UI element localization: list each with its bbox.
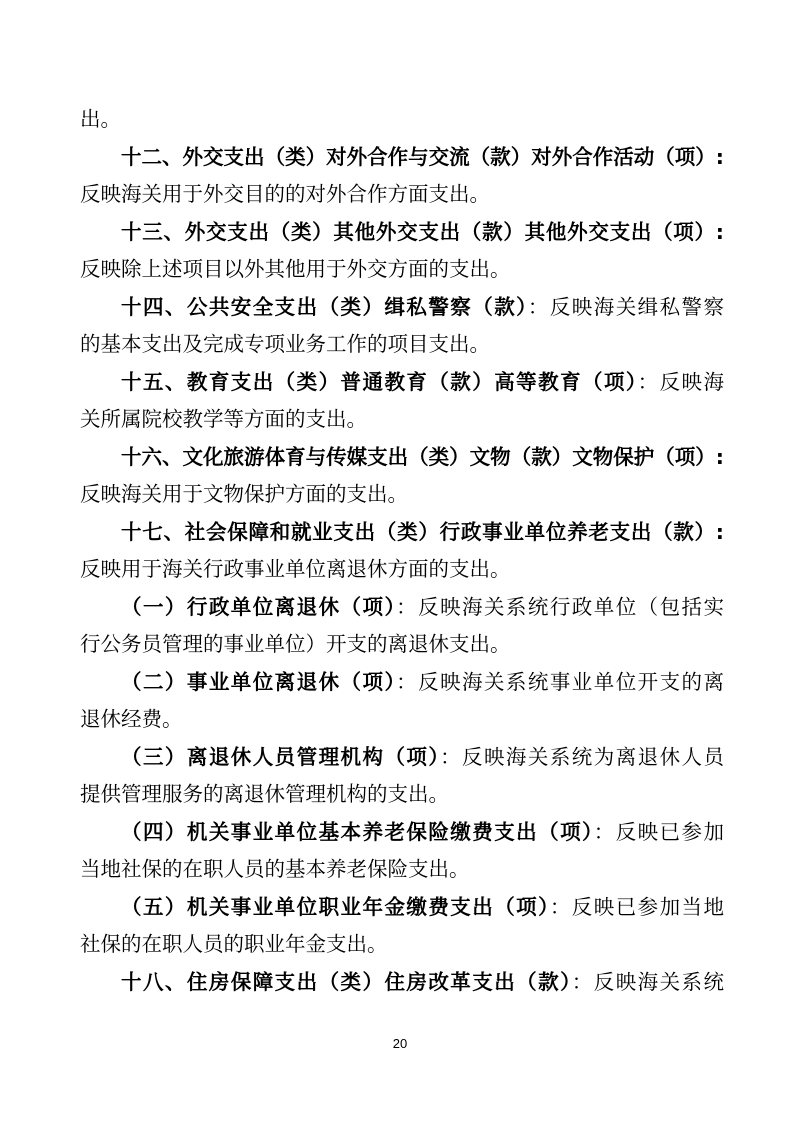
text-line: 反映用于海关行政事业单位离退休方面的支出。 (80, 557, 511, 581)
text-line: 当地社保的在职人员的基本养老保险支出。 (80, 857, 470, 881)
text-line: 反映海关用于文物保护方面的支出。 (80, 482, 408, 506)
text-line: 社保的在职人员的职业年金支出。 (80, 932, 388, 956)
heading-line: 十三、外交支出（类）其他外交支出（款）其他外交支出（项）: (121, 220, 724, 244)
text-line: 的基本支出及完成专项业务工作的项目支出。 (80, 332, 490, 356)
text-line: 关所属院校教学等方面的支出。 (80, 407, 367, 431)
text-line: 提供管理服务的离退休管理机构的支出。 (80, 782, 449, 806)
text-line: 行公务员管理的事业单位）开支的离退休支出。 (80, 632, 511, 656)
heading-line: （一）行政单位离退休（项）：反映海关系统行政单位（包括实 (121, 595, 725, 619)
text-line: 退休经费。 (80, 707, 183, 731)
heading-line: 十六、文化旅游体育与传媒支出（类）文物（款）文物保护（项）: (121, 445, 724, 469)
heading-line: （三）离退休人员管理机构（项）：反映海关系统为离退休人员 (121, 745, 725, 769)
heading-line: 十二、外交支出（类）对外合作与交流（款）对外合作活动（项）: (121, 145, 724, 169)
heading-line: 十七、社会保障和就业支出（类）行政事业单位养老支出（款）: (121, 520, 724, 544)
heading-line: 十八、住房保障支出（类）住房改革支出（款）：反映海关系统 (121, 970, 725, 994)
heading-line: 十五、教育支出（类）普通教育（款）高等教育（项）：反映海 (121, 370, 725, 394)
text-line: 反映除上述项目以外其他用于外交方面的支出。 (80, 257, 511, 281)
heading-line: 十四、公共安全支出（类）缉私警察（款）：反映海关缉私警察 (121, 295, 725, 319)
text-line: 反映海关用于外交目的的对外合作方面支出。 (80, 182, 490, 206)
heading-line: （二）事业单位离退休（项）：反映海关系统事业单位开支的离 (121, 670, 725, 694)
heading-line: （五）机关事业单位职业年金缴费支出（项）：反映已参加当地 (121, 895, 725, 919)
heading-line: （四）机关事业单位基本养老保险缴费支出（项）：反映已参加 (121, 820, 725, 844)
text-line: 出。 (80, 107, 121, 131)
page-number: 20 (392, 1036, 408, 1051)
